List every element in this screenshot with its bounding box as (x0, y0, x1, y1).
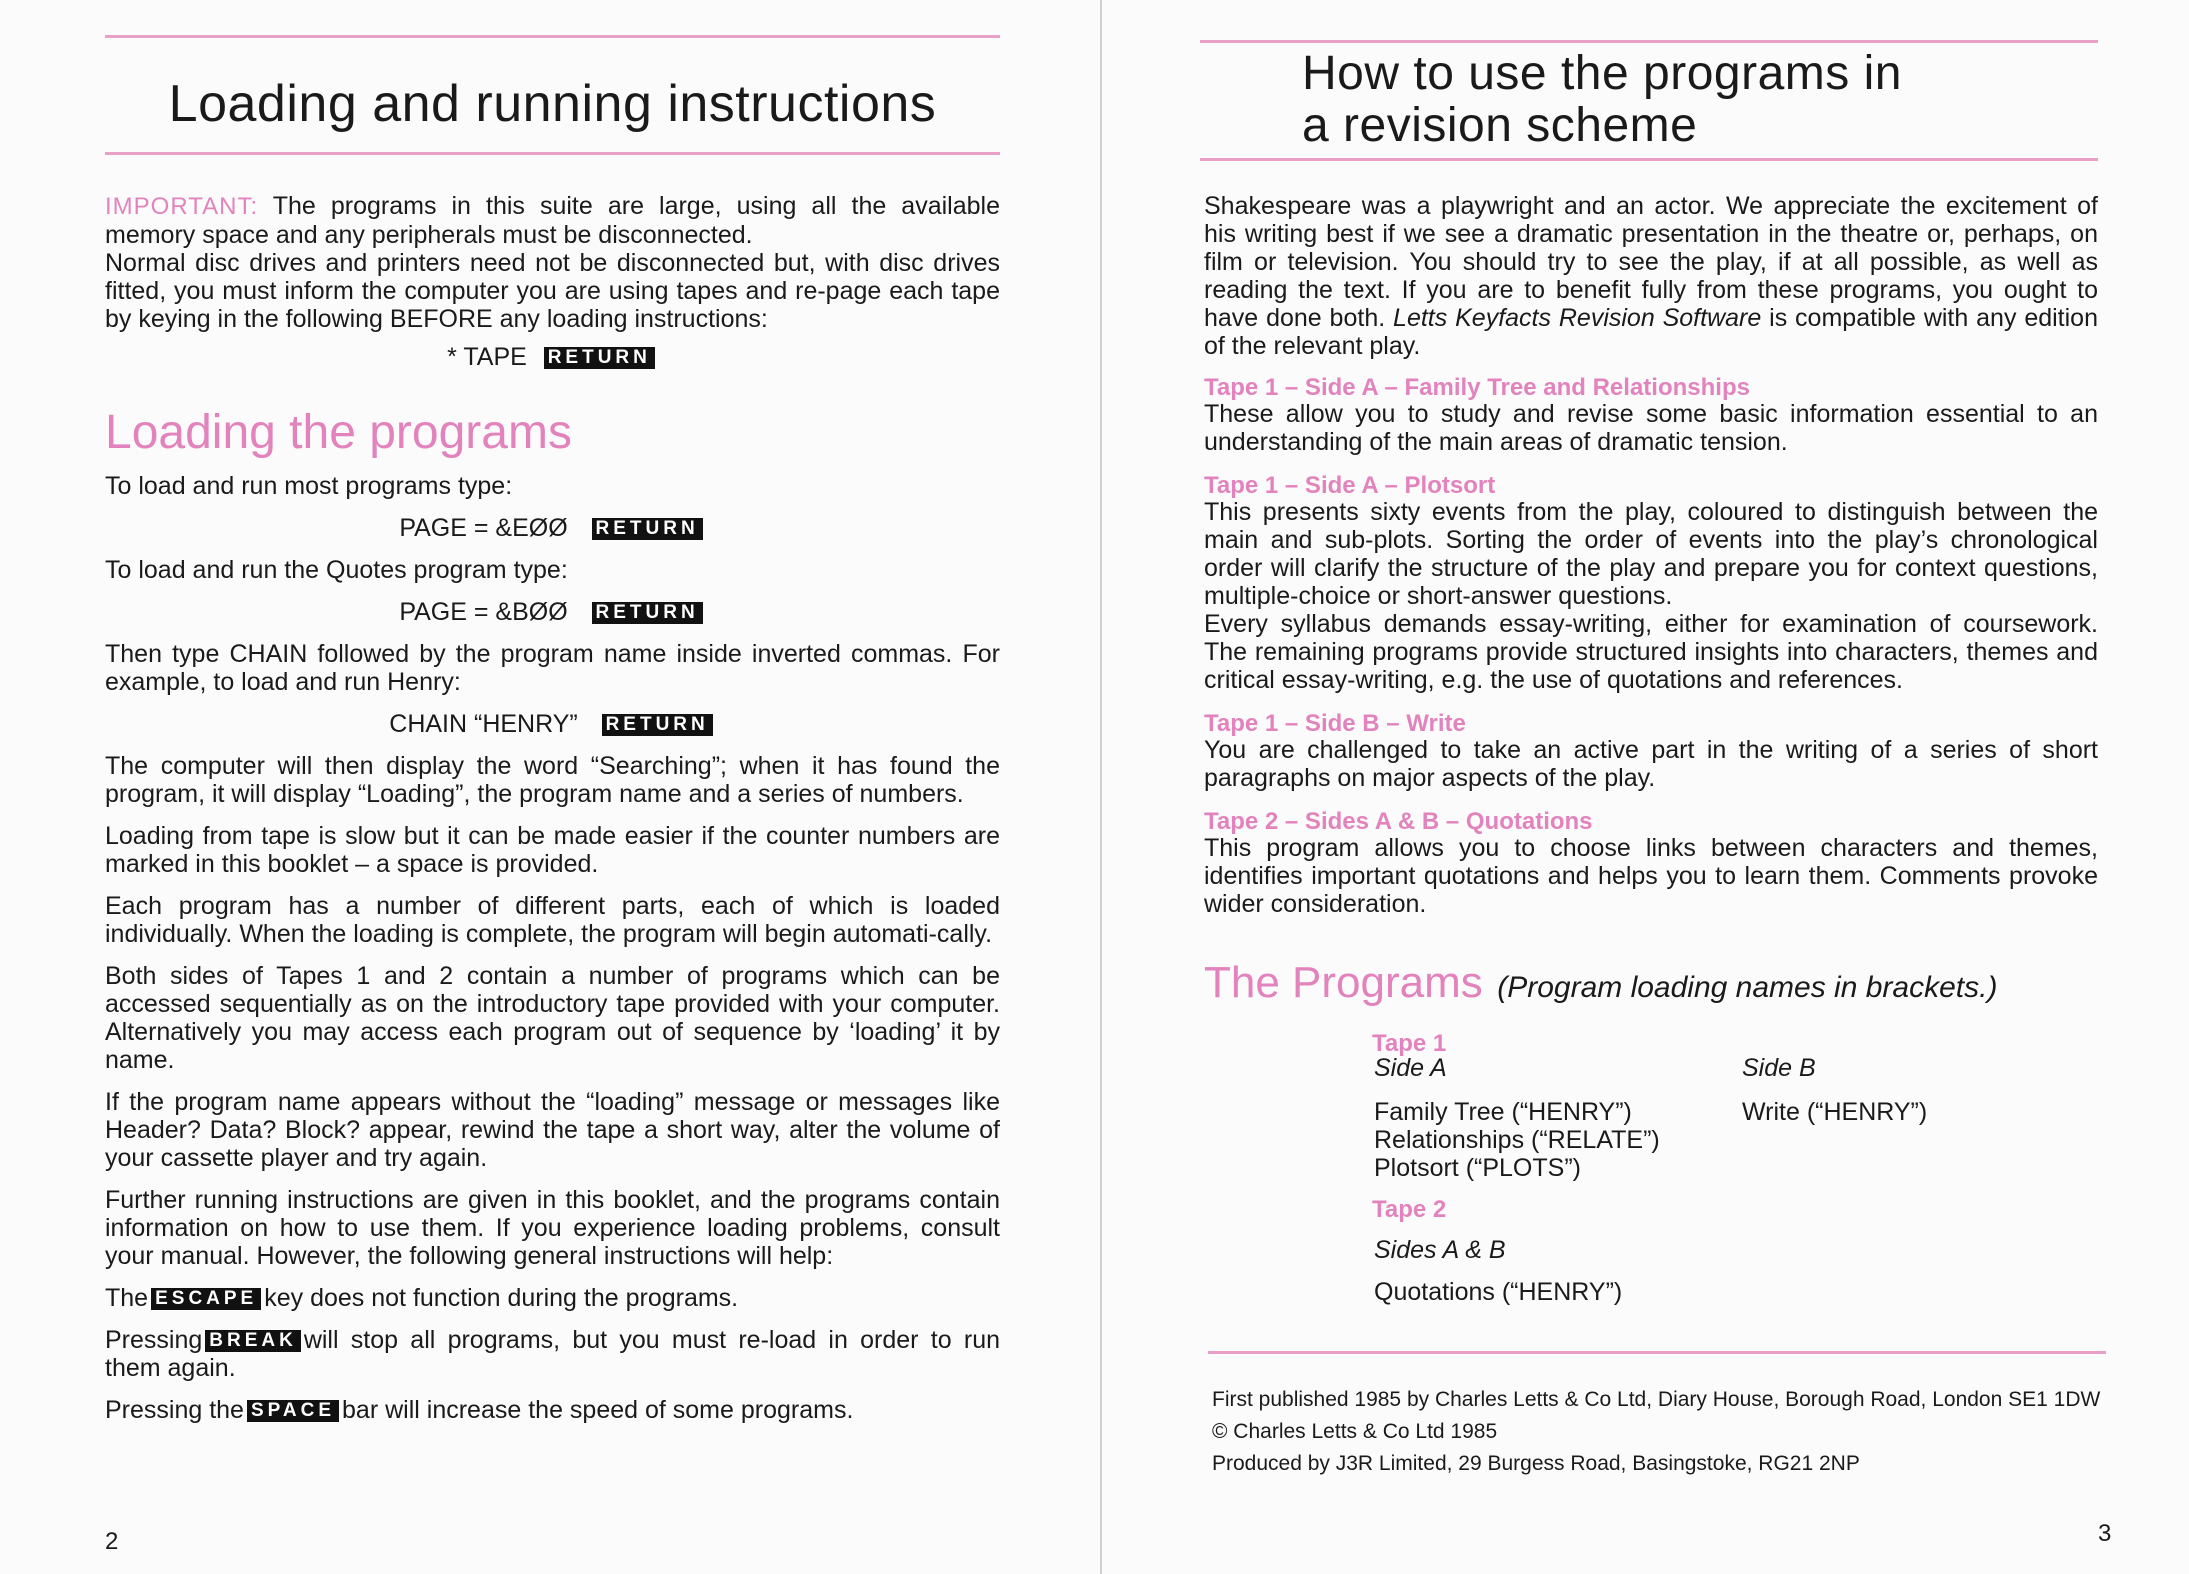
space-post: bar will increase the speed of some programs. (342, 1396, 854, 1424)
important-label: IMPORTANT: (105, 193, 259, 220)
searching-text: The computer will then display the word “Searching”; when it has found the program, it will display “Loading”, the program name and a series of numbers. (105, 752, 1000, 808)
page-number: 2 (105, 1528, 119, 1555)
plotsort-text-2: Every syllabus demands essay-writing, either for examination of coursework. The remaining programs provide structured insights into characters, themes and critical essay-writing, e.g. the use of quotations and references. (1204, 610, 2098, 694)
space-key: SPACE (247, 1400, 339, 1422)
space-pre: Pressing the (105, 1396, 244, 1424)
tape1-side-a-list (1374, 1098, 1660, 1182)
tape-command (105, 343, 1000, 371)
intro-text-b: is compatible with any edition of the relevant play. (1204, 304, 2098, 360)
page-title (1302, 48, 2082, 152)
chain-command (105, 710, 1000, 738)
section-head-family: Tape 1 – Side A – Family Tree and Relationships (1204, 374, 1750, 401)
load-quotes-text: To load and run the Quotes program type: (105, 556, 568, 584)
section-text-quotations: This program allows you to choose links between characters and themes, identifies important quotations and helps you to learn them. Comments provoke wider consideration. (1204, 834, 2098, 918)
section-title: Loading the programs (105, 406, 572, 459)
page-title: Loading and running instructions (168, 75, 937, 133)
side-a-label: Side A (1374, 1054, 1447, 1082)
producer-line: Produced by J3R Limited, 29 Burgess Road, Basingstoke, RG21 2NP (1212, 1452, 1860, 1475)
parts-text: Each program has a number of different parts, each of which is loaded individually. When the loading is complete, the program will begin automati-cally. (105, 892, 1000, 948)
disc-text: Normal disc drives and printers need not be disconnected but, with disc drives fitted, you must inform the computer you are using tapes and re-page each tape by keying in the following BEFORE any loading instructions: (105, 249, 1000, 333)
break-line (105, 1326, 1000, 1382)
intro-software-name: Letts Keyfacts Revision Software (1393, 304, 1762, 332)
tape2-label: Tape 2 (1372, 1196, 1447, 1223)
load-most-text: To load and run most programs type: (105, 472, 513, 500)
title-rule (105, 152, 1000, 155)
escape-post: key does not function during the programs. (264, 1284, 739, 1312)
intro-paragraph (1204, 192, 2098, 360)
title-line-1: How to use the programs in (1302, 47, 1902, 100)
program-write: Write (“HENRY”) (1742, 1098, 1928, 1126)
further-text: Further running instructions are given in this booklet, and the programs contain information on how to use them. If you experience loading problems, consult your manual. However, the following general instructions will help: (105, 1186, 1000, 1270)
return-key: RETURN (592, 518, 703, 540)
page-e00-text: PAGE = &EØØ (399, 514, 568, 542)
return-key: RETURN (602, 714, 713, 736)
sides-text: Both sides of Tapes 1 and 2 contain a number of programs which can be accessed sequentially as on the introductory tape provided with your computer. Alternatively you may access each program out of sequence by ‘loading’ it by name. (105, 962, 1000, 1074)
return-key: RETURN (544, 347, 655, 369)
return-key: RETURN (592, 602, 703, 624)
program-quotations: Quotations (“HENRY”) (1374, 1278, 1623, 1306)
page-number: 3 (2098, 1520, 2112, 1547)
section-text-write: You are challenged to take an active part in the writing of a series of short paragraphs on major aspects of the play. (1204, 736, 2098, 792)
footer-rule (1208, 1351, 2106, 1354)
program-plotsort: Plotsort (“PLOTS”) (1374, 1154, 1581, 1182)
title-rule (1200, 158, 2098, 161)
break-pre: Pressing (105, 1326, 203, 1354)
tape1-label: Tape 1 (1372, 1030, 1447, 1057)
plotsort-text-1: This presents sixty events from the play, coloured to distinguish between the main and sub-plots. Sorting the order of events into the play’s chronological order will clarify the structure of the play and prepare you for context questions, multiple-choice or short-answer questions. (1204, 498, 2098, 610)
section-head-quotations: Tape 2 – Sides A & B – Quotations (1204, 808, 1593, 835)
section-head-plotsort: Tape 1 – Side A – Plotsort (1204, 472, 1496, 499)
programs-note: (Program loading names in brackets.) (1497, 971, 1998, 1004)
title-line-2: a revision scheme (1302, 99, 1698, 152)
page-b00-text: PAGE = &BØØ (399, 598, 568, 626)
intro-block (105, 192, 1000, 371)
header-text: If the program name appears without the “loading” message or messages like Header? Data? Block? appear, rewind the tape a short way, alter the volume of your cassette player and try again. (105, 1088, 1000, 1172)
top-rule (105, 35, 1000, 38)
important-text: The programs in this suite are large, using all the available memory space and any peripherals must be disconnected. (105, 192, 1000, 249)
loading-block (105, 472, 1000, 1438)
section-head-write: Tape 1 – Side B – Write (1204, 710, 1466, 737)
programs-heading (1204, 958, 1997, 1008)
chain-text: Then type CHAIN followed by the program name inside inverted commas. For example, to load and run Henry: (105, 640, 1000, 696)
break-key: BREAK (205, 1330, 301, 1352)
break-post: will stop all programs, but you must re-load in order to run them again. (105, 1326, 1000, 1382)
program-family-tree: Family Tree (“HENRY”) (1374, 1098, 1632, 1126)
chain-cmd-text: CHAIN “HENRY” (389, 710, 578, 738)
sides-ab-label: Sides A & B (1374, 1236, 1506, 1264)
section-text-family: These allow you to study and revise some basic information essential to an understanding of the main areas of dramatic tension. (1204, 400, 2098, 456)
top-rule (1200, 40, 2098, 43)
slow-text: Loading from tape is slow but it can be made easier if the counter numbers are marked in this booklet – a space is provided. (105, 822, 1000, 878)
space-line (105, 1396, 1000, 1424)
programs-title: The Programs (1204, 958, 1483, 1007)
copyright-line: © Charles Letts & Co Ltd 1985 (1212, 1420, 1498, 1443)
program-relationships: Relationships (“RELATE”) (1374, 1126, 1660, 1154)
page-b00-command (105, 598, 1000, 626)
escape-line (105, 1284, 1000, 1312)
page-e00-command (105, 514, 1000, 542)
right-page (1100, 0, 2189, 1574)
publisher-line: First published 1985 by Charles Letts & Co Ltd, Diary House, Borough Road, London SE1 1DW (1212, 1388, 2101, 1411)
tape-cmd-text: * TAPE (447, 343, 527, 371)
section-text-plotsort (1204, 498, 2098, 694)
intro-text-a: Shakespeare was a playwright and an actor. We appreciate the excitement of his writing best if we see a dramatic presentation in the theatre or, perhaps, on film or television. You should try to see the play, if at all possible, as well as reading the text. If you are to benefit fully from these programs, you ought to have done both. (1204, 192, 2098, 332)
escape-key: ESCAPE (151, 1288, 261, 1310)
side-b-label: Side B (1742, 1054, 1816, 1082)
publication-info (1212, 1386, 2112, 1482)
escape-pre: The (105, 1284, 149, 1312)
